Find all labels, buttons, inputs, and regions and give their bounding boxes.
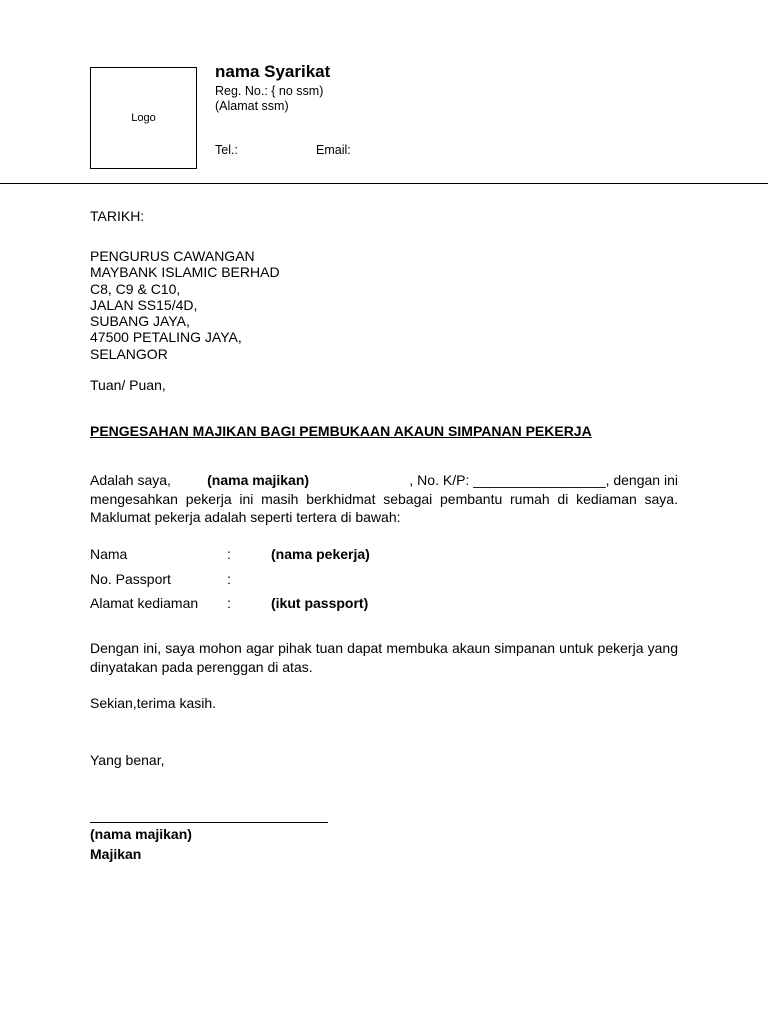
paragraph-confirmation [90, 471, 678, 527]
field-label: Alamat kediaman [90, 595, 199, 611]
paragraph-line-text: mengesahkan pekerja ini masih berkhidmat sebagai pembantu rumah di kediaman saya. [90, 490, 678, 507]
home-address-row [90, 595, 590, 613]
signatory-name: (nama majikan) [90, 826, 192, 842]
recipient-line: PENGURUS CAWANGAN [90, 248, 255, 264]
registration-number: Reg. No.: { no ssm) [215, 84, 324, 98]
recipient-line: MAYBANK ISLAMIC BERHAD [90, 264, 280, 281]
field-value: (ikut passport) [271, 595, 369, 611]
field-colon: : [227, 595, 231, 611]
recipient-address [90, 248, 280, 362]
paragraph-line-text: Dengan ini, saya mohon agar pihak tuan dapat membuka akaun simpanan untuk pekerja yang [90, 640, 678, 656]
salutation: Tuan/ Puan, [90, 377, 166, 393]
ic-number-field: , No. K/P: _________________, dengan ini [409, 472, 678, 488]
paragraph-request [90, 639, 678, 677]
signatory-title: Majikan [90, 846, 142, 862]
recipient-line: SELANGOR [90, 345, 168, 362]
email-label: Email: [316, 143, 351, 157]
field-label: No. Passport [90, 571, 171, 587]
sign-off: Yang benar, [90, 752, 165, 768]
logo-label: Logo [131, 112, 156, 124]
letter-subject: PENGESAHAN MAJIKAN BAGI PEMBUKAAN AKAUN SIMPANAN PEKERJA [90, 423, 592, 439]
employee-name-row [90, 546, 590, 564]
paragraph-line [90, 490, 678, 509]
passport-number-row [90, 571, 590, 589]
field-label: Nama [90, 546, 128, 562]
company-address: (Alamat ssm) [215, 99, 289, 113]
logo-placeholder [90, 67, 197, 169]
closing-remark: Sekian,terima kasih. [90, 695, 217, 711]
paragraph-line [90, 471, 678, 490]
paragraph-line-text: Maklumat pekerja adalah seperti tertera di bawah: [90, 509, 401, 525]
field-colon: : [227, 571, 231, 587]
telephone-label: Tel.: [215, 143, 238, 157]
signature-line [90, 822, 328, 823]
recipient-line: JALAN SS15/4D, [90, 296, 198, 313]
paragraph-prefix: Adalah saya, [90, 472, 171, 488]
field-colon: : [227, 546, 231, 562]
recipient-line: SUBANG JAYA, [90, 313, 190, 330]
recipient-line: 47500 PETALING JAYA, [90, 329, 242, 346]
recipient-line: C8, C9 & C10, [90, 280, 181, 297]
date-label: TARIKH: [90, 208, 145, 224]
paragraph-line [90, 508, 678, 527]
paragraph-line-text: dinyatakan pada perenggan di atas. [90, 659, 313, 675]
employer-name-placeholder: (nama majikan) [207, 472, 310, 488]
company-name: nama Syarikat [215, 62, 331, 81]
field-value: (nama pekerja) [271, 546, 370, 562]
header-divider [0, 183, 768, 184]
